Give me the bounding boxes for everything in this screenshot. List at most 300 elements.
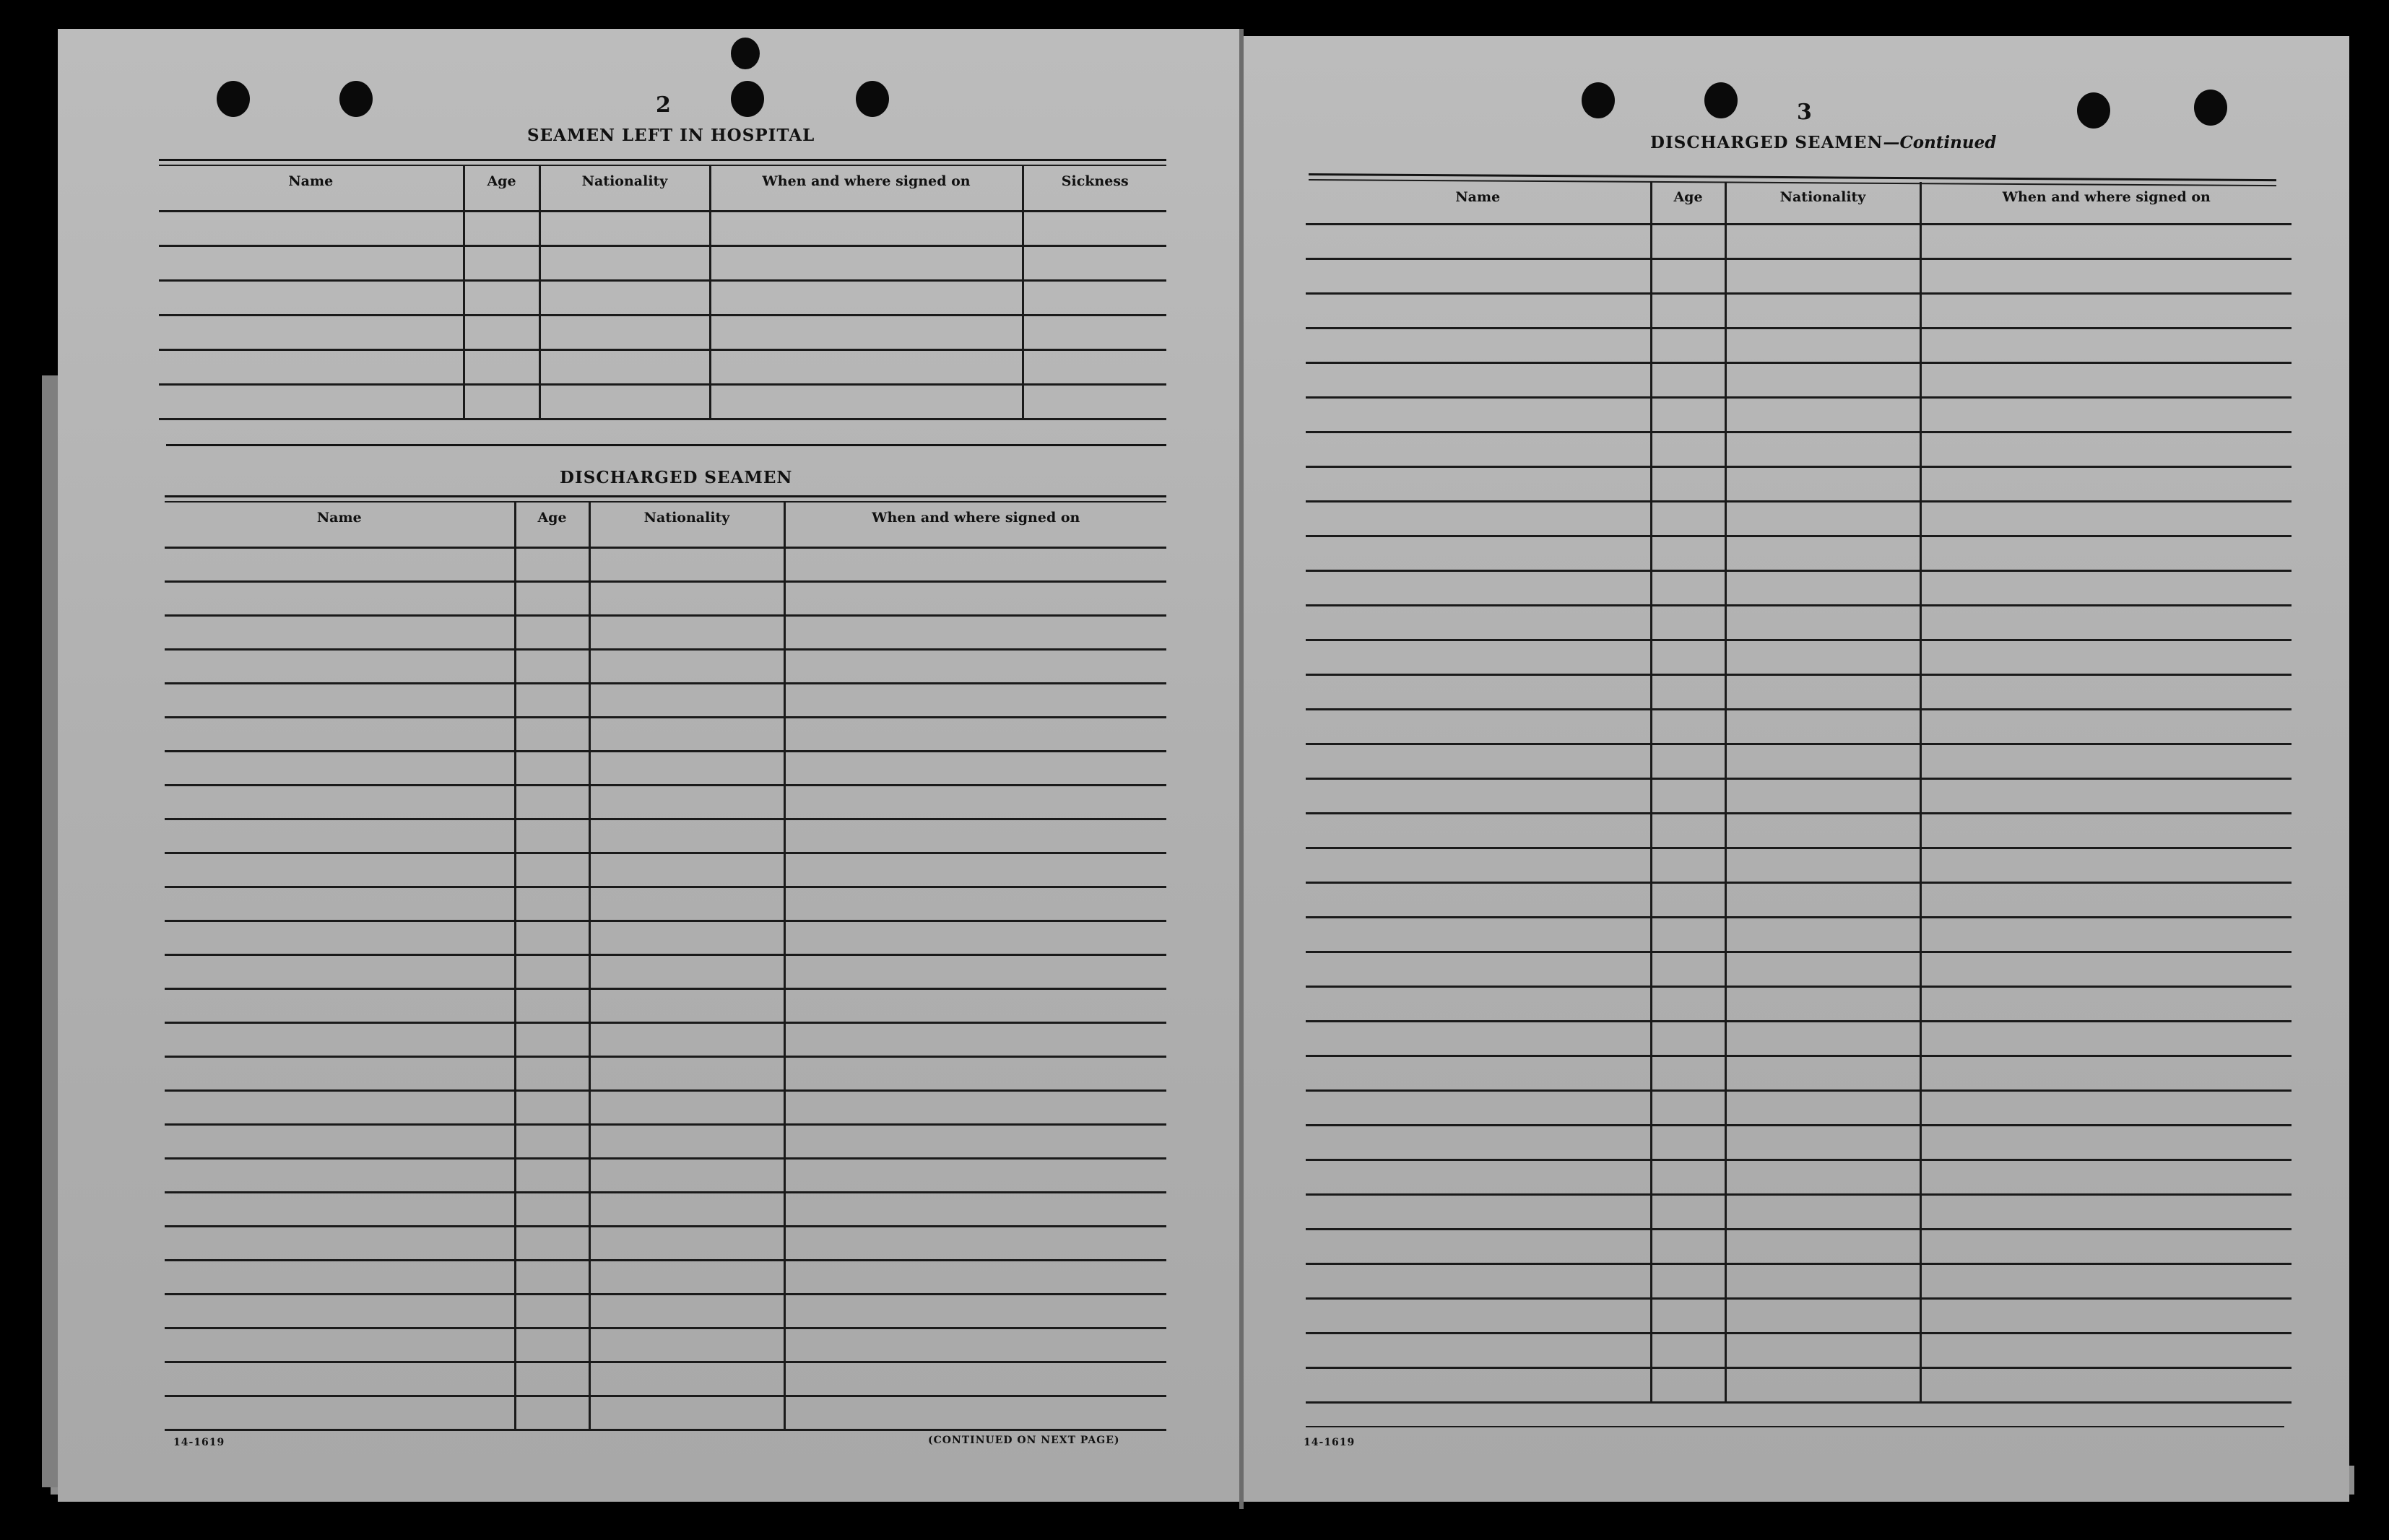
table-cell: [165, 1226, 515, 1260]
table-row: [165, 988, 1166, 1022]
table-cell: [1651, 709, 1725, 744]
table-row: [1306, 640, 2292, 674]
table-cell: [710, 245, 1023, 280]
form-number: 14-1619: [1304, 1437, 1356, 1448]
table-cell: [1306, 328, 1651, 362]
table-cell: [515, 1328, 589, 1362]
table-cell: [710, 384, 1023, 419]
table-cell: [1920, 1160, 2292, 1194]
table-cell: [1023, 384, 1166, 419]
section-rule: [159, 159, 1166, 161]
table-cell: [165, 853, 515, 887]
table-cell: [589, 683, 784, 717]
table-cell: [784, 1294, 1166, 1328]
table-cell: [589, 751, 784, 785]
punch-hole: [217, 81, 250, 117]
table-cell: [515, 1226, 589, 1260]
table-cell: [589, 1294, 784, 1328]
table-cell: [784, 615, 1166, 649]
table-cell: [1920, 1125, 2292, 1160]
section-rule: [1306, 1426, 2284, 1427]
table-cell: [165, 683, 515, 717]
table-cell: [515, 1158, 589, 1192]
table-cell: [1651, 1125, 1725, 1160]
table-cell: [1306, 605, 1651, 640]
form-number: 14-1619: [173, 1437, 225, 1448]
table-cell: [1920, 466, 2292, 501]
table-cell: [1651, 224, 1725, 258]
table-row: [165, 785, 1166, 819]
table-cell: [515, 853, 589, 887]
table-cell: [1920, 397, 2292, 432]
table-row: [165, 717, 1166, 751]
table-cell: [1651, 778, 1725, 813]
table-cell: [1651, 1333, 1725, 1367]
table-cell: [1306, 1229, 1651, 1263]
table-cell: [1920, 1021, 2292, 1056]
table-cell: [515, 1260, 589, 1294]
table-row: [165, 1056, 1166, 1090]
table-cell: [589, 1022, 784, 1056]
table-row: [1306, 1160, 2292, 1194]
table-row: [165, 1090, 1166, 1124]
table-row: [1306, 258, 2292, 293]
table-cell: [589, 581, 784, 615]
table-cell: [159, 280, 464, 315]
table-cell: [1023, 280, 1166, 315]
table-cell: [784, 1226, 1166, 1260]
page-number: 2: [656, 92, 671, 118]
table-cell: [165, 1022, 515, 1056]
table-cell: [1651, 1056, 1725, 1090]
table-cell: [589, 988, 784, 1022]
table-row: [1306, 362, 2292, 397]
table-cell: [464, 211, 539, 245]
table-cell: [1306, 362, 1651, 397]
table-cell: [1725, 258, 1920, 293]
table-row: [159, 280, 1166, 315]
table-cell: [1725, 813, 1920, 848]
table-cell: [165, 785, 515, 819]
table-cell: [515, 683, 589, 717]
table-cell: [1651, 744, 1725, 778]
table-row: [165, 1158, 1166, 1192]
table-row: [165, 887, 1166, 921]
table-row: [1306, 1333, 2292, 1367]
table-cell: [784, 683, 1166, 717]
table-cell: [1920, 1056, 2292, 1090]
table-cell: [589, 921, 784, 954]
table-cell: [464, 384, 539, 419]
table-cell: [1651, 1367, 1725, 1402]
table-row: [165, 547, 1166, 581]
table-cell: [1306, 917, 1651, 952]
table-cell: [1725, 1194, 1920, 1229]
table-cell: [165, 921, 515, 954]
table-row: [1306, 674, 2292, 709]
table-cell: [1725, 1298, 1920, 1333]
table-row: [1306, 328, 2292, 362]
table-cell: [1306, 570, 1651, 605]
table-cell: [1725, 1160, 1920, 1194]
table-row: [165, 1260, 1166, 1294]
table-cell: [165, 751, 515, 785]
table-cell: [1920, 778, 2292, 813]
table-cell: [539, 384, 710, 419]
table-cell: [710, 315, 1023, 349]
table-row: [165, 1192, 1166, 1226]
table-cell: [1920, 258, 2292, 293]
table-cell: [539, 211, 710, 245]
table-cell: [165, 615, 515, 649]
table-cell: [1725, 328, 1920, 362]
table-cell: [784, 547, 1166, 581]
table-row: [159, 211, 1166, 245]
table-cell: [1651, 1263, 1725, 1298]
table-cell: [1725, 778, 1920, 813]
table-cell: [784, 954, 1166, 988]
hospital-table: [159, 166, 1166, 420]
table-cell: [1725, 882, 1920, 917]
table-cell: [1725, 1125, 1920, 1160]
table-cell: [784, 1124, 1166, 1158]
table-row: [159, 349, 1166, 384]
punch-hole: [731, 38, 760, 69]
table-cell: [589, 785, 784, 819]
table-cell: [589, 1056, 784, 1090]
table-cell: [784, 921, 1166, 954]
table-row: [1306, 1125, 2292, 1160]
table-cell: [784, 751, 1166, 785]
table-row: [165, 683, 1166, 717]
table-cell: [1920, 328, 2292, 362]
table-row: [1306, 986, 2292, 1021]
table-cell: [784, 717, 1166, 751]
table-cell: [515, 1124, 589, 1158]
table-cell: [515, 1192, 589, 1226]
table-cell: [1920, 1263, 2292, 1298]
table-cell: [1306, 258, 1651, 293]
table-cell: [515, 1362, 589, 1396]
table-cell: [515, 615, 589, 649]
table-cell: [1920, 986, 2292, 1021]
table-cell: [1651, 813, 1725, 848]
table-cell: [1920, 709, 2292, 744]
table-row: [159, 245, 1166, 280]
column-header-age: Age: [515, 503, 589, 547]
table-cell: [165, 988, 515, 1022]
table-cell: [1920, 501, 2292, 536]
table-cell: [589, 649, 784, 683]
table-cell: [1725, 570, 1920, 605]
table-cell: [1725, 1090, 1920, 1125]
table-cell: [1725, 744, 1920, 778]
table-cell: [1725, 709, 1920, 744]
table-cell: [515, 819, 589, 853]
table-cell: [1725, 917, 1920, 952]
table-cell: [589, 1090, 784, 1124]
table-cell: [784, 887, 1166, 921]
table-row: [165, 954, 1166, 988]
table-cell: [1725, 1021, 1920, 1056]
table-cell: [1306, 501, 1651, 536]
table-cell: [1306, 640, 1651, 674]
table-cell: [1023, 211, 1166, 245]
table-cell: [1023, 349, 1166, 384]
table-cell: [589, 853, 784, 887]
table-cell: [515, 547, 589, 581]
table-cell: [784, 1022, 1166, 1056]
table-cell: [515, 887, 589, 921]
table-cell: [165, 1158, 515, 1192]
table-cell: [1920, 570, 2292, 605]
table-cell: [165, 954, 515, 988]
table-cell: [1920, 224, 2292, 258]
table-row: [1306, 952, 2292, 986]
punch-hole: [856, 81, 889, 117]
table-cell: [515, 785, 589, 819]
table-cell: [1651, 397, 1725, 432]
punch-hole: [2194, 90, 2227, 126]
table-row: [1306, 501, 2292, 536]
table-cell: [1306, 224, 1651, 258]
table-cell: [1306, 397, 1651, 432]
table-cell: [784, 1362, 1166, 1396]
column-header-age: Age: [1651, 182, 1725, 224]
table-cell: [1725, 536, 1920, 570]
table-cell: [784, 1090, 1166, 1124]
table-cell: [1651, 605, 1725, 640]
table-row: [1306, 1021, 2292, 1056]
table-row: [165, 1022, 1166, 1056]
table-cell: [784, 785, 1166, 819]
table-cell: [165, 1056, 515, 1090]
table-cell: [589, 615, 784, 649]
table-row: [165, 1396, 1166, 1430]
table-cell: [165, 1396, 515, 1430]
table-cell: [589, 547, 784, 581]
table-cell: [1651, 640, 1725, 674]
table-cell: [1651, 848, 1725, 882]
table-cell: [1651, 432, 1725, 466]
column-header-name: Name: [165, 503, 515, 547]
table-cell: [1920, 917, 2292, 952]
discharged-continued-table: [1306, 182, 2292, 1404]
table-cell: [515, 751, 589, 785]
table-cell: [159, 245, 464, 280]
column-header-age: Age: [464, 166, 539, 211]
table-cell: [589, 1260, 784, 1294]
table-cell: [1920, 882, 2292, 917]
column-header-signed-on: When and where signed on: [1920, 182, 2292, 224]
table-cell: [1920, 1090, 2292, 1125]
table-cell: [515, 717, 589, 751]
table-cell: [159, 349, 464, 384]
table-cell: [1920, 1298, 2292, 1333]
table-cell: [1920, 1367, 2292, 1402]
table-cell: [1306, 709, 1651, 744]
table-row: [1306, 1298, 2292, 1333]
table-cell: [1725, 466, 1920, 501]
table-cell: [710, 211, 1023, 245]
table-cell: [165, 717, 515, 751]
table-cell: [589, 1226, 784, 1260]
table-cell: [1306, 848, 1651, 882]
table-cell: [1725, 293, 1920, 328]
table-cell: [515, 1056, 589, 1090]
column-header-sickness: Sickness: [1023, 166, 1166, 211]
table-cell: [1651, 570, 1725, 605]
table-cell: [515, 921, 589, 954]
table-cell: [1725, 1367, 1920, 1402]
table-cell: [589, 819, 784, 853]
column-header-name: Name: [159, 166, 464, 211]
table-cell: [1920, 432, 2292, 466]
table-cell: [1920, 674, 2292, 709]
column-header-signed-on: When and where signed on: [710, 166, 1023, 211]
table-cell: [165, 1328, 515, 1362]
table-cell: [165, 1192, 515, 1226]
table-cell: [1306, 1056, 1651, 1090]
table-cell: [589, 1362, 784, 1396]
table-row: [1306, 882, 2292, 917]
table-cell: [539, 245, 710, 280]
table-cell: [1651, 501, 1725, 536]
table-row: [165, 921, 1166, 954]
section-title-discharged: DISCHARGED SEAMEN: [560, 468, 793, 487]
table-cell: [1920, 1333, 2292, 1367]
table-row: [1306, 917, 2292, 952]
table-cell: [784, 1056, 1166, 1090]
table-cell: [165, 581, 515, 615]
table-cell: [589, 1124, 784, 1158]
table-cell: [1651, 536, 1725, 570]
table-cell: [165, 1260, 515, 1294]
table-cell: [589, 954, 784, 988]
table-cell: [784, 1328, 1166, 1362]
table-cell: [710, 349, 1023, 384]
table-row: [1306, 744, 2292, 778]
table-cell: [1306, 293, 1651, 328]
page-number: 3: [1797, 100, 1812, 125]
table-cell: [165, 1362, 515, 1396]
table-cell: [515, 1090, 589, 1124]
table-cell: [1920, 952, 2292, 986]
table-cell: [1306, 744, 1651, 778]
table-row: [1306, 848, 2292, 882]
table-cell: [1306, 986, 1651, 1021]
table-cell: [159, 211, 464, 245]
table-cell: [1920, 605, 2292, 640]
table-cell: [1306, 1263, 1651, 1298]
column-header-signed-on: When and where signed on: [784, 503, 1166, 547]
table-cell: [1651, 1021, 1725, 1056]
table-row: [165, 1124, 1166, 1158]
table-row: [1306, 536, 2292, 570]
table-cell: [159, 384, 464, 419]
table-cell: [784, 1260, 1166, 1294]
table-cell: [1306, 778, 1651, 813]
table-cell: [589, 717, 784, 751]
table-row: [1306, 1229, 2292, 1263]
table-cell: [1651, 1194, 1725, 1229]
table-cell: [1920, 293, 2292, 328]
table-cell: [464, 315, 539, 349]
table-cell: [784, 853, 1166, 887]
table-cell: [1725, 501, 1920, 536]
table-cell: [1306, 1021, 1651, 1056]
table-cell: [515, 988, 589, 1022]
table-cell: [1306, 432, 1651, 466]
table-cell: [589, 1192, 784, 1226]
table-cell: [539, 315, 710, 349]
table-cell: [589, 887, 784, 921]
table-cell: [1725, 1229, 1920, 1263]
table-row: [165, 615, 1166, 649]
table-cell: [1651, 1090, 1725, 1125]
table-cell: [589, 1328, 784, 1362]
table-row: [1306, 432, 2292, 466]
table-cell: [1306, 1333, 1651, 1367]
table-cell: [1725, 986, 1920, 1021]
table-cell: [1651, 1298, 1725, 1333]
table-row: [165, 649, 1166, 683]
punch-hole: [2077, 92, 2110, 129]
table-row: [1306, 605, 2292, 640]
table-cell: [515, 1022, 589, 1056]
table-cell: [1306, 1367, 1651, 1402]
table-row: [1306, 1056, 2292, 1090]
table-row: [1306, 466, 2292, 501]
table-cell: [1651, 952, 1725, 986]
table-row: [1306, 813, 2292, 848]
column-header-nationality: Nationality: [589, 503, 784, 547]
table-row: [1306, 224, 2292, 258]
table-cell: [1306, 1160, 1651, 1194]
section-title-suffix: —Continued: [1883, 133, 1997, 152]
table-row: [1306, 1263, 2292, 1298]
table-row: [1306, 709, 2292, 744]
table-cell: [1651, 917, 1725, 952]
table-row: [165, 1328, 1166, 1362]
table-cell: [464, 349, 539, 384]
punch-hole: [731, 81, 764, 117]
table-row: [1306, 778, 2292, 813]
table-cell: [1651, 328, 1725, 362]
table-cell: [1306, 536, 1651, 570]
table-cell: [589, 1158, 784, 1192]
table-cell: [1651, 986, 1725, 1021]
table-cell: [784, 1396, 1166, 1430]
table-cell: [1651, 293, 1725, 328]
table-cell: [1306, 882, 1651, 917]
table-row: [165, 819, 1166, 853]
table-cell: [1920, 1194, 2292, 1229]
table-cell: [1306, 466, 1651, 501]
section-rule: [166, 444, 1166, 446]
table-cell: [1920, 813, 2292, 848]
table-row: [165, 1226, 1166, 1260]
table-cell: [1725, 1056, 1920, 1090]
book-spine: [1239, 29, 1244, 1509]
table-row: [165, 1294, 1166, 1328]
table-row: [159, 384, 1166, 419]
column-header-nationality: Nationality: [539, 166, 710, 211]
table-cell: [1651, 362, 1725, 397]
table-cell: [784, 988, 1166, 1022]
table-cell: [1725, 1333, 1920, 1367]
table-cell: [165, 887, 515, 921]
